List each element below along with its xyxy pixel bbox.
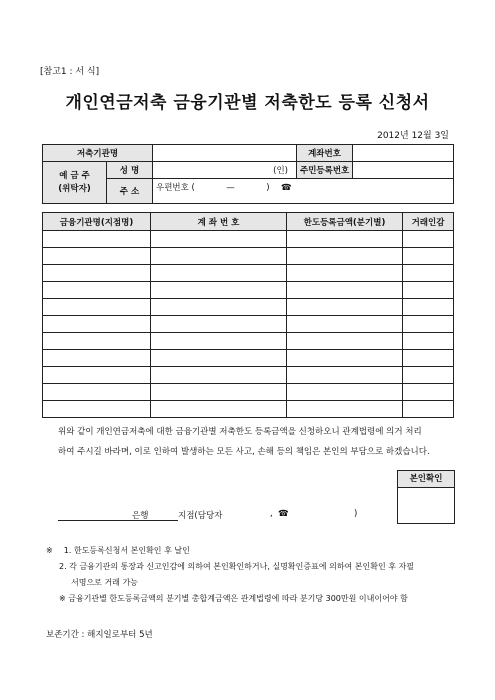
statement — [58, 422, 458, 462]
account-cell[interactable] — [151, 333, 287, 350]
account-number-field[interactable] — [353, 145, 454, 162]
account-cell[interactable] — [151, 384, 287, 401]
identity-confirm-label: 본인확인 — [398, 471, 454, 488]
form-title: 개인연금저축 금융기관별 저축한도 등록 신청서 — [65, 93, 430, 113]
account-cell[interactable] — [151, 367, 287, 384]
institution-cell[interactable] — [43, 265, 151, 282]
institution-cell[interactable] — [43, 384, 151, 401]
limit-cell[interactable] — [287, 248, 403, 265]
table-row — [43, 282, 454, 299]
institution-cell[interactable] — [43, 367, 151, 384]
seal-cell[interactable] — [403, 248, 454, 265]
reference-tag: [참고1 : 서 식] — [40, 67, 100, 77]
account-cell[interactable] — [151, 282, 287, 299]
postal-dash: — — [226, 183, 235, 193]
table-row — [43, 248, 454, 265]
seal-cell[interactable] — [403, 282, 454, 299]
address-label: 주 소 — [107, 179, 153, 204]
seal-cell[interactable] — [403, 231, 454, 248]
applicant-label-line2: (위탁자) — [58, 183, 91, 194]
institution-name-field[interactable] — [153, 145, 297, 162]
account-cell[interactable] — [151, 316, 287, 333]
branch-phone-icon: ☎ — [278, 509, 289, 519]
institution-name-label: 저축기관명 — [43, 145, 153, 162]
postal-code-label: 우편번호 ( — [156, 183, 195, 193]
resident-number-label: 주민등록번호 — [297, 162, 353, 179]
account-cell[interactable] — [151, 401, 287, 418]
institution-cell[interactable] — [43, 401, 151, 418]
notes-mark: ※ — [46, 546, 53, 555]
table-row — [43, 384, 454, 401]
applicant-label — [43, 162, 107, 204]
limit-cell[interactable] — [287, 282, 403, 299]
identity-confirm-box[interactable] — [397, 470, 455, 524]
col-account-header: 계 좌 번 호 — [151, 213, 287, 231]
table-row — [43, 316, 454, 333]
institution-cell[interactable] — [43, 231, 151, 248]
table-row — [43, 333, 454, 350]
account-cell[interactable] — [151, 350, 287, 367]
note-2a: 2. 각 금융기관의 통장과 신고인감에 의하여 본인확인하거나, 실명확인증표에 의하여 본인확인 후 자필 — [59, 562, 414, 571]
postal-close: ) — [266, 183, 270, 193]
account-cell[interactable] — [151, 248, 287, 265]
seal-cell[interactable] — [403, 299, 454, 316]
note-1: 1. 한도등록신청서 본인확인 후 날인 — [63, 546, 190, 555]
name-label: 성 명 — [107, 162, 153, 179]
seal-cell[interactable] — [403, 265, 454, 282]
note-2b: 서명으로 거래 가능 — [71, 578, 138, 587]
address-field[interactable] — [153, 179, 454, 204]
limit-cell[interactable] — [287, 231, 403, 248]
seal-cell[interactable] — [403, 333, 454, 350]
notes — [46, 543, 466, 607]
resident-number-field[interactable] — [353, 162, 454, 179]
col-seal-header: 거래인감 — [403, 213, 454, 231]
table-row — [43, 350, 454, 367]
form-date: 2012년 12월 3일 — [377, 131, 449, 141]
table-row — [43, 265, 454, 282]
branch-label: 지점(담당자 — [178, 511, 223, 521]
seal-cell[interactable] — [403, 350, 454, 367]
institution-cell[interactable] — [43, 282, 151, 299]
institution-cell[interactable] — [43, 299, 151, 316]
applicant-label-line1: 예 금 주 — [59, 170, 90, 181]
retention-period: 보존기간 : 해지일로부터 5년 — [46, 630, 153, 640]
bank-label: 은행 — [132, 511, 149, 521]
limit-cell[interactable] — [287, 333, 403, 350]
statement-line-1: 위와 같이 개인연금저축에 대한 금융기관별 저축한도 등록금액을 신청하오니 관계법령에 의거 처리 — [58, 427, 422, 437]
institution-cell[interactable] — [43, 350, 151, 367]
limit-cell[interactable] — [287, 316, 403, 333]
table-row — [43, 299, 454, 316]
seal-cell[interactable] — [403, 401, 454, 418]
seal-cell[interactable] — [403, 367, 454, 384]
bank-name-underline — [58, 520, 178, 521]
col-institution-header: 금융기관명(지점명) — [43, 213, 151, 231]
seal-cell[interactable] — [403, 316, 454, 333]
limit-cell[interactable] — [287, 367, 403, 384]
branch-comma: , — [270, 509, 273, 519]
limit-cell[interactable] — [287, 384, 403, 401]
limit-cell[interactable] — [287, 299, 403, 316]
institution-cell[interactable] — [43, 316, 151, 333]
table-row — [43, 367, 454, 384]
limit-cell[interactable] — [287, 401, 403, 418]
name-field[interactable] — [153, 162, 297, 179]
institution-cell[interactable] — [43, 248, 151, 265]
seal-mark: (인) — [273, 166, 288, 176]
applicant-table — [42, 144, 454, 204]
account-number-label: 계좌번호 — [297, 145, 353, 162]
account-cell[interactable] — [151, 265, 287, 282]
phone-icon: ☎ — [280, 183, 292, 193]
institution-list-table — [42, 212, 454, 418]
note-3: ※ 금융기관별 한도등록금액의 분기별 총합계금액은 관계법령에 따라 분기당 300만원 이내이어야 함 — [59, 594, 408, 603]
limit-cell[interactable] — [287, 350, 403, 367]
table-row — [43, 401, 454, 418]
branch-close: ) — [354, 509, 358, 519]
col-limit-header: 한도등록금액(분기별) — [287, 213, 403, 231]
institution-cell[interactable] — [43, 333, 151, 350]
statement-line-2: 하여 주시길 바라며, 이로 인하여 발생하는 모든 사고, 손해 등의 책임은 본인의 부담으로 하겠습니다. — [58, 447, 430, 457]
account-cell[interactable] — [151, 231, 287, 248]
account-cell[interactable] — [151, 299, 287, 316]
limit-cell[interactable] — [287, 265, 403, 282]
seal-cell[interactable] — [403, 384, 454, 401]
table-row — [43, 231, 454, 248]
